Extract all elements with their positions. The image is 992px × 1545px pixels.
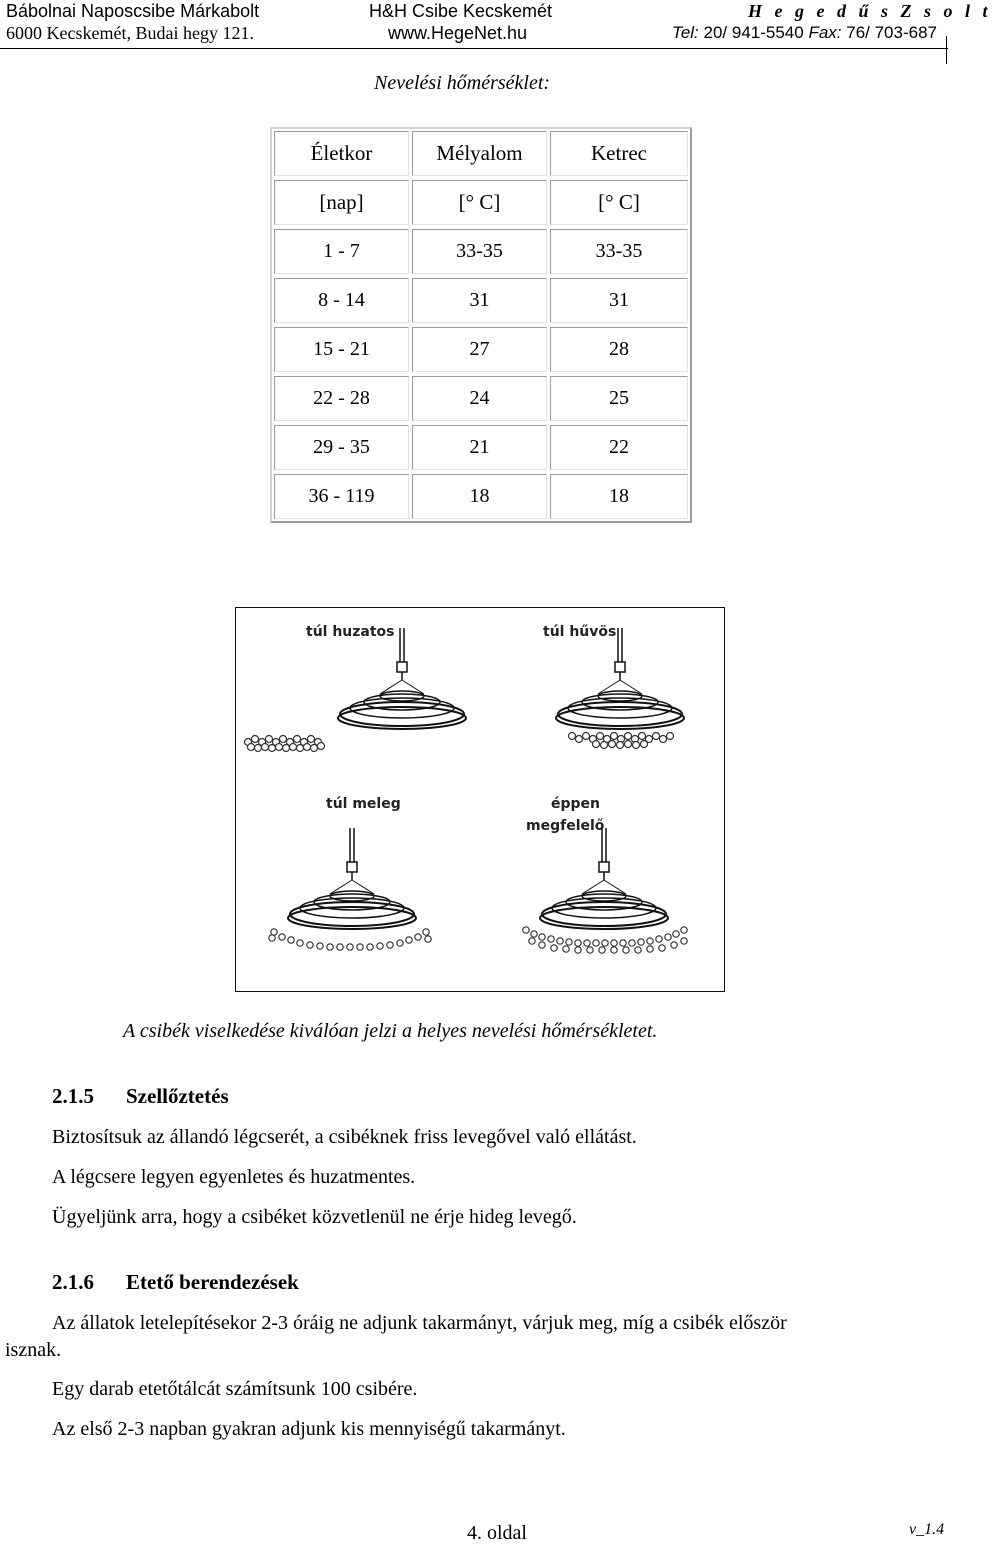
table-row <box>272 276 690 325</box>
temperature-table <box>270 127 692 523</box>
table-cell-cage: 28 <box>550 327 688 372</box>
table-cell-cage: 25 <box>550 376 688 421</box>
table-cell-cage: 18 <box>550 474 688 519</box>
label-just-right-1: éppen <box>551 796 600 812</box>
ventilation-line-1: Biztosítsuk az állandó légcserét, a csibéknek friss levegővel való ellátást. <box>52 1126 637 1148</box>
table-cell-litter: 24 <box>412 376 547 421</box>
header-cell-age: Életkor <box>274 131 409 176</box>
tel-label: Tel: <box>672 23 699 42</box>
figure-caption: A csibék viselkedése kiválóan jelzi a helyes nevelési hőmérsékletet. <box>123 1020 658 1042</box>
table-cell-cage: 22 <box>550 425 688 470</box>
tel-number: 20/ 941-5540 <box>703 23 804 42</box>
fax-number: 76/ 703-687 <box>846 23 937 42</box>
brooder-illustration <box>236 608 724 991</box>
section-heading-ventilation <box>52 1084 229 1109</box>
label-too-warm: túl meleg <box>326 796 401 812</box>
table-cell-age: 22 - 28 <box>274 376 409 421</box>
table-units-row <box>272 178 690 227</box>
header-cell-litter: Mélyalom <box>412 131 547 176</box>
version-label: v_1.4 <box>909 1521 945 1538</box>
table-cell-litter: 18 <box>412 474 547 519</box>
feeders-line-1a: Az állatok letelepítésekor 2-3 óráig ne adjunk takarmányt, várjuk meg, míg a csibék először <box>52 1312 787 1334</box>
table-cell-litter: 33-35 <box>412 229 547 274</box>
table-cell-age: 15 - 21 <box>274 327 409 372</box>
feeders-line-3: Az első 2-3 napban gyakran adjunk kis mennyiségű takarmányt. <box>52 1418 566 1440</box>
section-title: Szellőztetés <box>126 1084 229 1108</box>
feeders-line-1b: isznak. <box>5 1339 62 1361</box>
header-owner: H e g e d ű s Z s o l t <box>748 1 992 21</box>
table-cell-litter: 21 <box>412 425 547 470</box>
brooder-behaviour-figure <box>235 607 725 992</box>
table-cell-litter: 31 <box>412 278 547 323</box>
ventilation-line-2: A légcsere legyen egyenletes és huzatmentes. <box>52 1166 416 1188</box>
table-cell-litter: 27 <box>412 327 547 372</box>
table-cell-age: 1 - 7 <box>274 229 409 274</box>
header-cell-cage: Ketrec <box>550 131 688 176</box>
table-cell-age: 29 - 35 <box>274 425 409 470</box>
table-row <box>272 472 690 521</box>
ventilation-line-3: Ügyeljünk arra, hogy a csibéket közvetlenül ne érje hideg levegő. <box>52 1206 577 1228</box>
table-row <box>272 227 690 276</box>
header-brand: H&H Csibe Kecskemét <box>369 1 553 21</box>
label-too-cool: túl hűvös <box>543 624 617 640</box>
feeders-line-2: Egy darab etetőtálcát számítsunk 100 csibére. <box>52 1378 418 1400</box>
unit-cell-litter: [° C] <box>412 180 547 225</box>
table-row <box>272 423 690 472</box>
page-number: 4. oldal <box>467 1522 527 1544</box>
table-row <box>272 325 690 374</box>
table-cell-age: 8 - 14 <box>274 278 409 323</box>
fax-label: Fax: <box>808 23 842 42</box>
table-row <box>272 374 690 423</box>
header-website[interactable]: www.HegeNet.hu <box>388 23 528 43</box>
unit-cell-cage: [° C] <box>550 180 688 225</box>
label-just-right-2: megfelelő <box>526 818 605 834</box>
temperature-title: Nevelési hőmérséklet: <box>374 72 551 94</box>
table-header-row <box>272 129 690 178</box>
section-title: Etető berendezések <box>126 1270 299 1294</box>
table-cell-age: 36 - 119 <box>274 474 409 519</box>
section-heading-feeders <box>52 1270 299 1295</box>
section-number: 2.1.5 <box>52 1084 94 1108</box>
header-contact <box>672 22 937 44</box>
header-address: 6000 Kecskemét, Budai hegy 121. <box>6 23 254 43</box>
header-divider-tick <box>946 36 947 64</box>
header-company: Bábolnai Naposcsibe Márkabolt <box>6 1 260 21</box>
unit-cell-age: [nap] <box>274 180 409 225</box>
section-number: 2.1.6 <box>52 1270 94 1294</box>
header-divider <box>0 48 948 49</box>
label-too-drafty: túl huzatos <box>306 624 395 640</box>
table-cell-cage: 31 <box>550 278 688 323</box>
table-cell-cage: 33-35 <box>550 229 688 274</box>
